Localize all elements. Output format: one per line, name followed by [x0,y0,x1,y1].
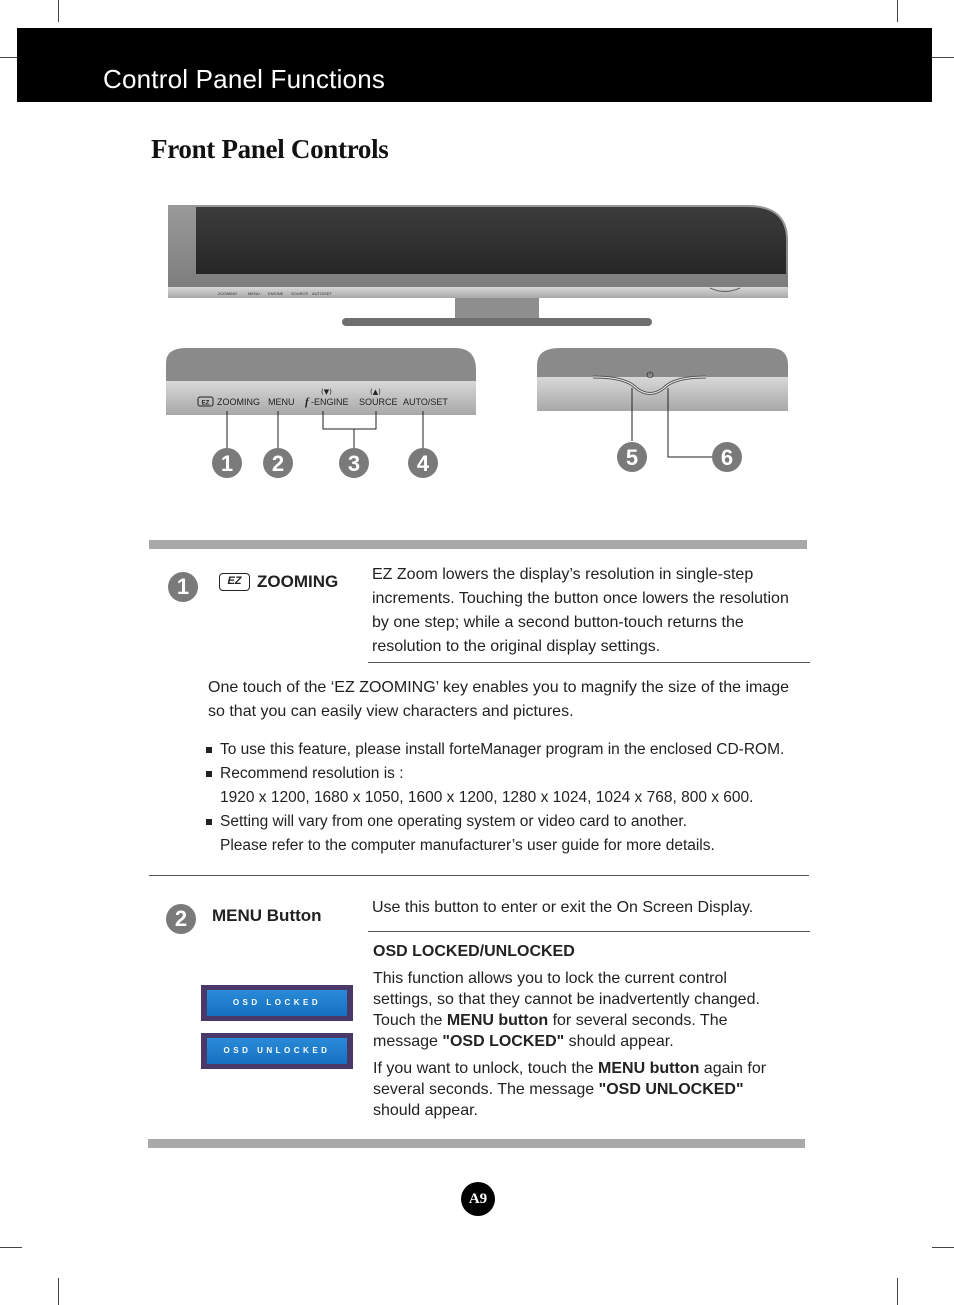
rule [149,875,809,876]
bezel-label: ZOOMING [218,291,238,296]
menu-description: Use this button to enter or exit the On Screen Display. [372,899,754,916]
osd-locked-text: OSD LOCKED [207,990,347,1016]
bullet-text: To use this feature, please install forteManager program in the enclosed CD-ROM. [220,741,785,758]
crop-mark [897,0,898,22]
resolution-list: 1920 x 1200, 1680 x 1050, 1600 x 1200, 1280 x 1024, 1024 x 768, 800 x 600. [220,789,754,806]
crop-mark [58,1278,59,1305]
section-title: Front Panel Controls [151,134,389,164]
monitor [168,205,788,326]
bullet-detail: Please refer to the computer manufacturer’s user guide for more details. [220,837,715,854]
crop-mark [932,1247,954,1248]
bezel-label: SOURCE [291,291,309,296]
zoom-panel-buttons [166,348,476,449]
panel-autoset-label: AUTO/SET [403,397,448,407]
crop-mark [0,1247,22,1248]
zooming-note-line1: One touch of the ‘EZ ZOOMING’ key enables you to magnify the size of the image [208,679,790,696]
power-icon: ⏻ [646,371,654,381]
osd-locked-message [201,985,353,1021]
bullet-text: Setting will vary from one operating system or video card to another. [220,813,687,830]
menu-number-badge: 2 [166,904,196,934]
callout-numbers [212,442,742,478]
svg-text:f: f [305,396,309,408]
panel-zooming-label: ZOOMING [217,397,260,407]
bullet-icon [206,747,212,753]
rule [368,931,810,932]
bezel-label: AUTO/SET [312,291,332,296]
panel-engine-label: -ENGINE [311,397,349,407]
panel-down-arrow: (▼) [321,388,332,396]
panel-source-label: SOURCE [359,397,398,407]
osd-unlocked-text: OSD UNLOCKED [207,1038,347,1064]
bezel-label: ENGINE [268,291,284,296]
section-divider-bar [148,1139,805,1148]
page-number-badge: A9 [461,1182,495,1216]
menu-button-label: MENU Button [212,906,322,925]
header-title: Control Panel Functions [103,64,386,94]
crop-mark [932,57,954,58]
svg-text:6: 6 [720,445,734,470]
bullet-icon [206,771,212,777]
zooming-note-line2: so that you can easily view characters and pictures. [208,703,574,720]
crop-mark [58,0,59,22]
svg-text:5: 5 [625,445,639,470]
osd-unlock-paragraph: If you want to unlock, touch the MENU button again for several seconds. The message "OSD UNLOCKED" should appear. [373,1060,767,1119]
svg-text:4: 4 [416,451,430,476]
zooming-description: EZ Zoom lowers the display’s resolution in single-step increments. Touching the button once lowers the resolution by one step; while a second button-touch returns the resolution to the original display settings. [372,566,789,655]
svg-text:2: 2 [271,451,285,476]
section-divider-bar [149,540,807,549]
crop-mark [897,1278,898,1305]
front-panel-illustration [150,195,810,505]
svg-text:1: 1 [220,451,234,476]
osd-heading: OSD LOCKED/UNLOCKED [373,943,575,960]
power-panel [537,348,788,457]
ez-zoom-icon: EZ [219,573,250,591]
svg-text:3: 3 [347,451,361,476]
panel-up-arrow: (▲) [370,388,381,396]
bullet-text: Recommend resolution is : [220,765,404,782]
panel-menu-label: MENU [268,397,295,407]
bezel-label: MENU [248,291,260,296]
rule [368,662,810,663]
osd-unlocked-message [201,1033,353,1069]
zooming-label: ZOOMING [257,572,339,591]
osd-lock-paragraph: This function allows you to lock the current control settings, so that they cannot be inadvertently changed. Touch the MENU button for several seconds. The message "OSD LOCKED" should appear. [373,970,760,1050]
bullet-icon [206,819,212,825]
zooming-number-badge: 1 [168,572,198,602]
svg-text:EZ: EZ [201,400,210,407]
